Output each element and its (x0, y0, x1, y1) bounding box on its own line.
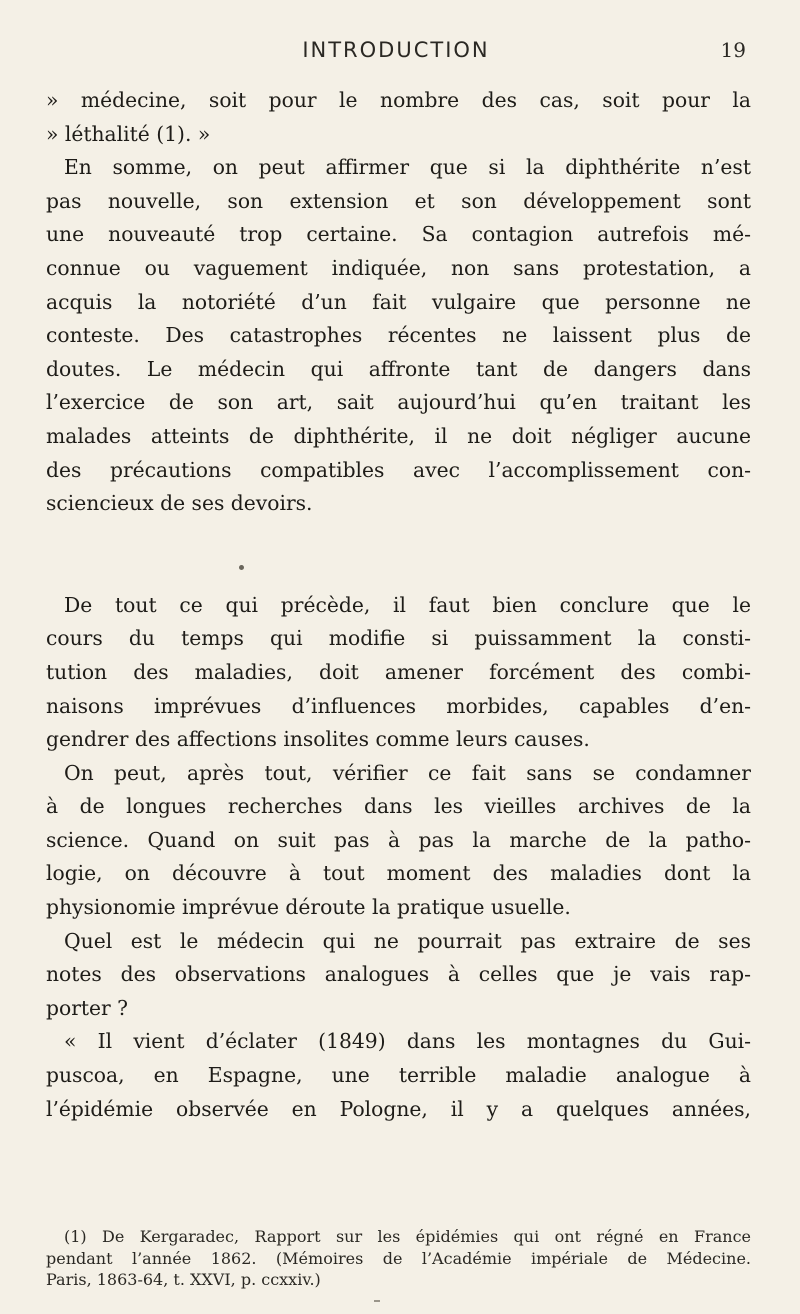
text-line: En somme, on peut affirmer que si la diphthérite n’est (64, 155, 751, 180)
footnote-line: Paris, 1863-64, t. XXVI, p. ccxxiv.) (46, 1270, 321, 1289)
text-line: porter ? (46, 995, 129, 1020)
text-line: gendrer des affections insolites comme leurs causes. (46, 727, 590, 752)
text-line: puscoa, en Espagne, une terrible maladie analogue à (46, 1063, 751, 1088)
text-line: pas nouvelle, son extension et son développement sont (46, 188, 751, 213)
text-line: sciencieux de ses devoirs. (46, 491, 313, 516)
text-line: l’exercice de son art, sait aujourd’hui qu’en traitant les (46, 390, 751, 415)
text-line: des précautions compatibles avec l’accomplissement con- (46, 457, 751, 482)
paragraph-question (46, 925, 751, 1026)
body-text (46, 84, 751, 1126)
text-line: conteste. Des catastrophes récentes ne laissent plus de (46, 323, 751, 348)
text-line: » léthalité (1). » (46, 121, 211, 146)
paragraph-conclusion (46, 589, 751, 757)
separator-dot (239, 565, 244, 570)
footnote (46, 1226, 751, 1291)
text-line: malades atteints de diphthérite, il ne doit négliger aucune (46, 423, 751, 448)
running-title: INTRODUCTION (302, 38, 490, 62)
text-line: connue ou vaguement indiquée, non sans protestation, a (46, 255, 751, 280)
text-line: notes des observations analogues à celles que je vais rap- (46, 962, 751, 987)
text-line: à de longues recherches dans les vieilles archives de la (46, 794, 751, 819)
text-line: physionomie imprévue déroute la pratique usuelle. (46, 895, 571, 920)
text-line: naisons imprévues d’influences morbides, capables d’en- (46, 693, 751, 718)
paragraph-verification (46, 757, 751, 925)
text-line: science. Quand on suit pas à pas la marche de la patho- (46, 827, 751, 852)
text-line: On peut, après tout, vérifier ce fait sans se condamner (64, 760, 751, 785)
text-line: doutes. Le médecin qui affronte tant de dangers dans (46, 356, 751, 381)
page-mark (374, 1300, 380, 1302)
footnote-line: (1) De Kergaradec, Rapport sur les épidémies qui ont régné en France (64, 1227, 751, 1246)
paragraph-quote-end (46, 84, 751, 151)
running-head (46, 38, 746, 68)
text-line: l’épidémie observée en Pologne, il y a quelques années, (46, 1096, 751, 1121)
text-line: cours du temps qui modifie si puissamment la consti- (46, 626, 751, 651)
section-separator (46, 521, 751, 589)
page-number: 19 (720, 38, 746, 62)
text-line: acquis la notoriété d’un fait vulgaire que personne ne (46, 289, 751, 314)
text-line: logie, on découvre à tout moment des maladies dont la (46, 861, 751, 886)
footnote-line: pendant l’année 1862. (Mémoires de l’Académie impériale de Médecine. (46, 1248, 751, 1268)
text-line: De tout ce qui précède, il faut bien conclure que le (64, 592, 751, 617)
text-line: « Il vient d’éclater (1849) dans les montagnes du Gui- (64, 1029, 751, 1054)
text-line: tution des maladies, doit amener forcément des combi- (46, 659, 751, 684)
paragraph-quotation (46, 1025, 751, 1126)
text-line: Quel est le médecin qui ne pourrait pas extraire de ses (64, 928, 751, 953)
text-line: » médecine, soit pour le nombre des cas, soit pour la (46, 88, 751, 112)
paragraph-summary (46, 151, 751, 521)
text-line: une nouveauté trop certaine. Sa contagion autrefois mé- (46, 222, 751, 247)
